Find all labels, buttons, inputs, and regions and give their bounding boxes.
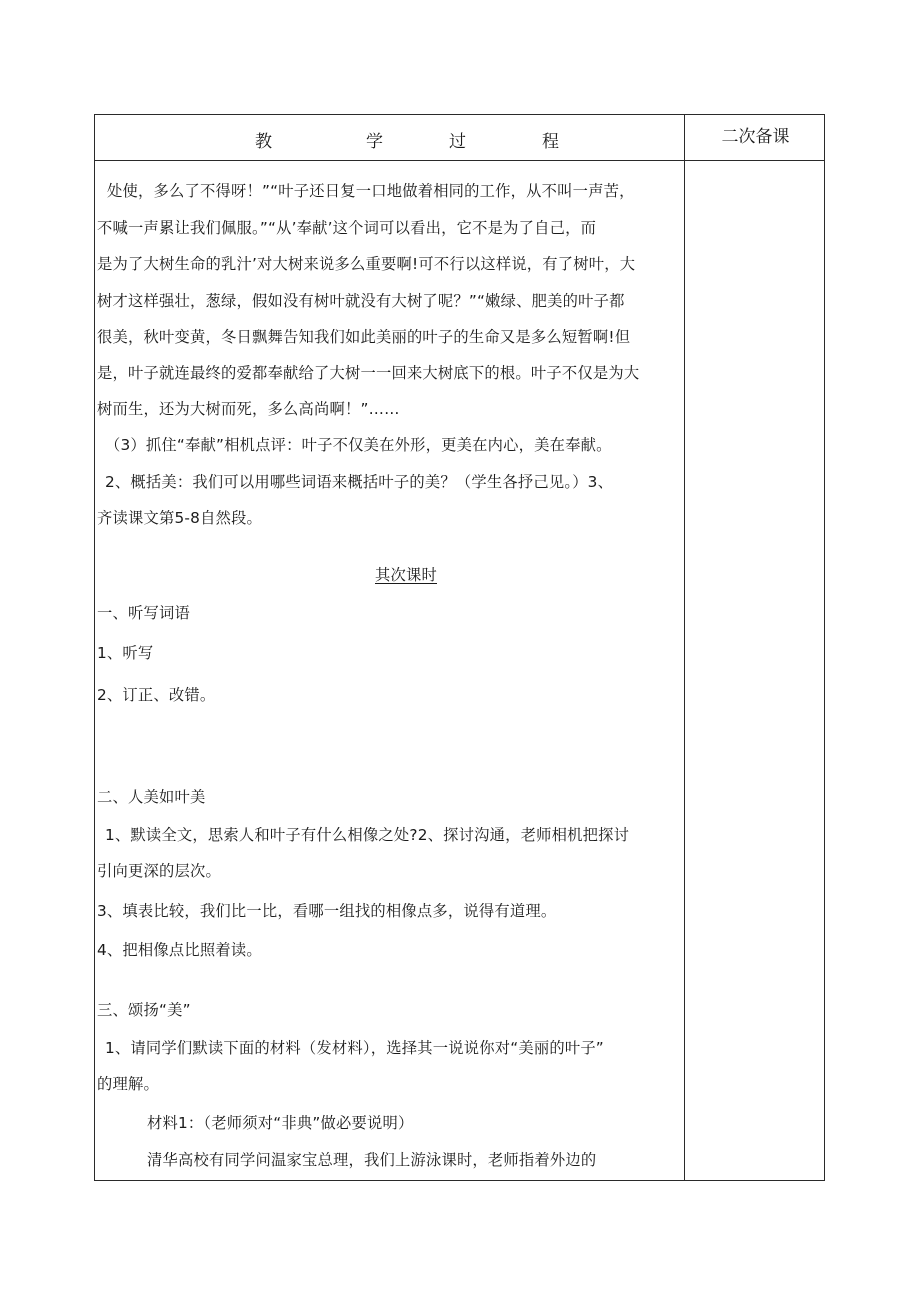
paragraph-line: 树才这样强壮，葱绿，假如没有树叶就没有大树了呢？”“嫩绿、肥美的叶子都 — [97, 292, 625, 310]
paragraph-line: 很美，秋叶变黄，冬日飘舞告知我们如此美丽的叶子的生命又是多么短暂啊!但 — [97, 328, 631, 346]
second-preparation-header: 二次备课 — [721, 127, 790, 147]
list-item: 2、订正、改错。 — [97, 686, 216, 704]
section-heading: 二、人美如叶美 — [97, 788, 206, 806]
paragraph-line: 处使，多么了不得呀！”“叶子还日复一口地做着相同的工作，从不叫一声苦， — [107, 182, 635, 200]
teaching-process-header — [95, 115, 684, 160]
paragraph-line: 是，叶子就连最终的爱都奉献给了大树一一回来大树底下的根。叶子不仅是为大 — [97, 364, 640, 382]
paragraph-line: 的理解。 — [97, 1075, 159, 1093]
paragraph-line: 齐读课文第5-8自然段。 — [97, 509, 263, 527]
paragraph-line: （3）抓住“奉献”相机点评：叶子不仅美在外形，更美在内心，美在奉献。 — [105, 436, 612, 454]
section-heading: 三、颂扬“美” — [97, 1001, 191, 1019]
material-label: 材料1：（老师须对“非典”做必要说明） — [147, 1114, 414, 1132]
section-title: 其次课时 — [375, 566, 437, 584]
header-char-1: 教 — [255, 132, 272, 152]
paragraph-line: 2、概括美：我们可以用哪些词语来概括叶子的美？（学生各抒己见。）3、 — [105, 473, 614, 491]
header-char-4: 程 — [542, 132, 559, 152]
list-item: 1、听写 — [97, 644, 154, 662]
paragraph-line: 树而生，还为大树而死，多么高尚啊！”…… — [97, 400, 400, 418]
paragraph-line: 不喊一声累让我们佩服。”“从’奉献’这个词可以看出，它不是为了自己，而 — [97, 219, 597, 237]
list-item: 4、把相像点比照着读。 — [97, 941, 262, 959]
list-item: 3、填表比较，我们比一比，看哪一组找的相像点多，说得有道理。 — [97, 902, 557, 920]
header-char-2: 学 — [366, 132, 383, 152]
paragraph-line: 引向更深的层次。 — [97, 862, 221, 880]
paragraph-line: 清华高校有同学问温家宝总理，我们上游泳课时，老师指着外边的 — [147, 1151, 597, 1169]
column-divider — [684, 115, 685, 1180]
paragraph-line: 1、默读全文，思索人和叶子有什么相像之处?2、探讨沟通，老师相机把探讨 — [105, 826, 630, 844]
section-heading: 一、听写词语 — [97, 604, 190, 622]
paragraph-line: 是为了大树生命的乳汁’对大树来说多么重要啊!可不行以这样说，有了树叶，大 — [97, 255, 636, 273]
header-char-3: 过 — [449, 132, 466, 152]
table-header-row — [95, 115, 824, 161]
paragraph-line: 1、请同学们默读下面的材料（发材料），选择其一说说你对“美丽的叶子” — [105, 1039, 604, 1057]
lesson-plan-table — [94, 114, 825, 1181]
